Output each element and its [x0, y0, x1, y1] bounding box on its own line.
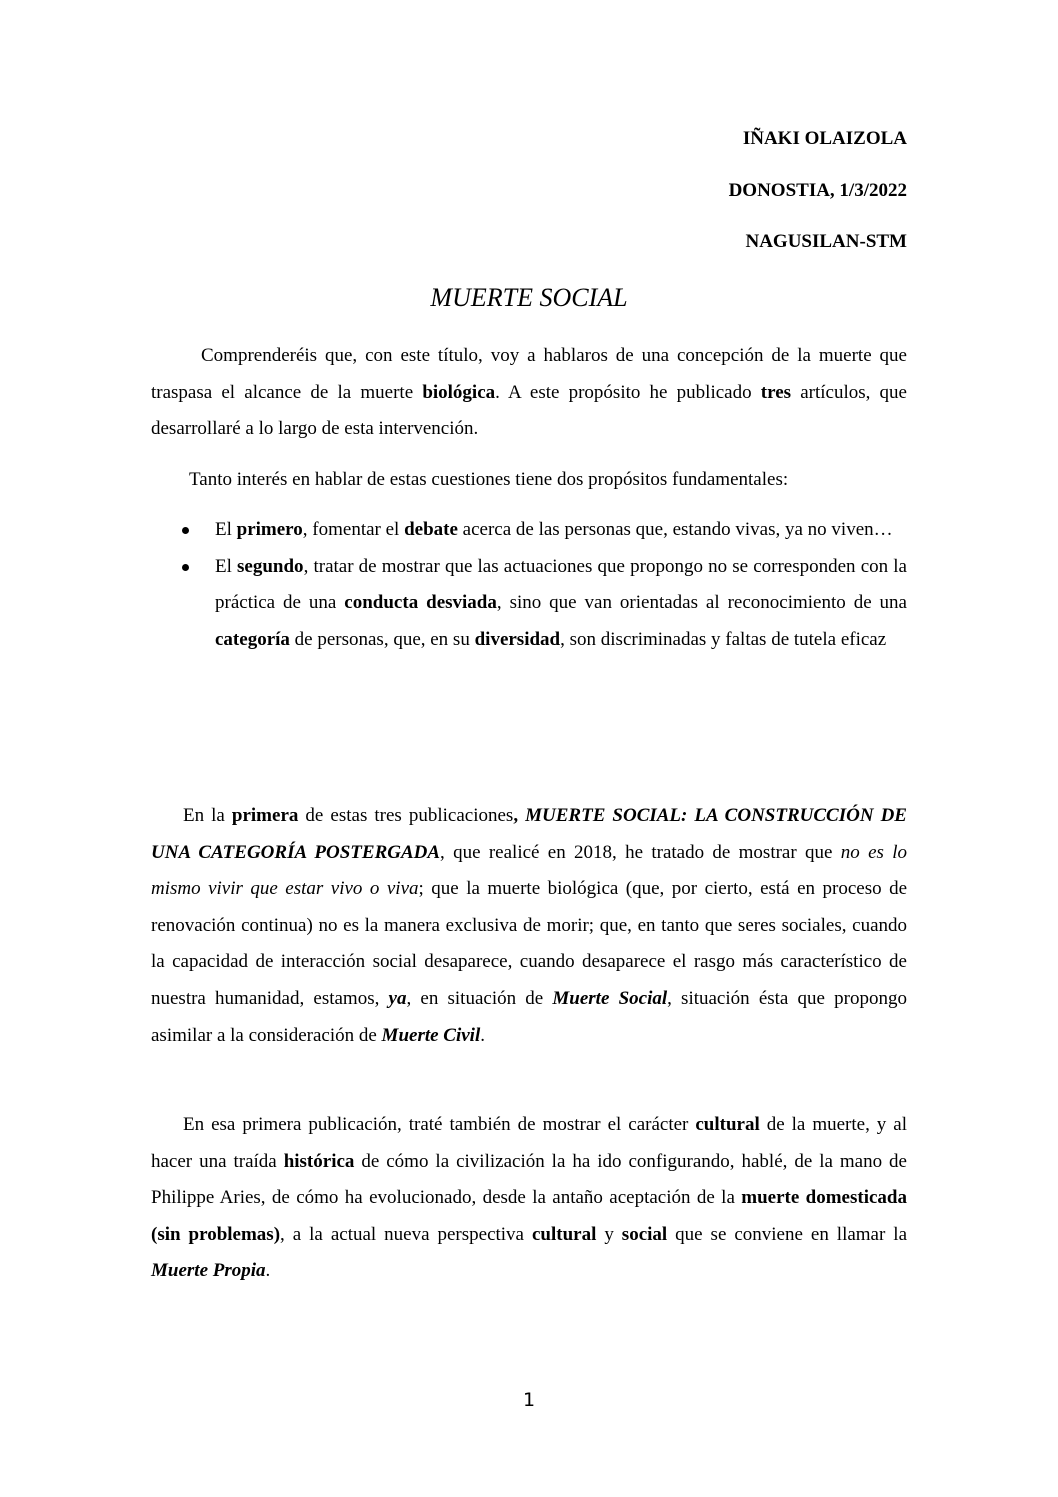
paragraph-first-publication: En la primera de estas tres publicaciones, MUERTE SOCIAL: LA CONSTRUCCIÓN DE UNA CATEGORÍA POSTERGADA, que realicé en 2018, he tratado de mostrar que no es lo mismo vivir que estar vivo o viva; que la muerte biológica (que, por cierto, está en proceso de renovación continua) no es la manera exclusiva de morir; que, en tanto que seres sociales, cuando la capacidad de interacción social desaparece, cuando desaparece el rasgo más característico de nuestra humanidad, estamos, ya, en situación de Muerte Social, situación ésta que propongo asimilar a la consideración de Muerte Civil. — [151, 805, 907, 1046]
header-organization: NAGUSILAN-STM — [745, 231, 907, 252]
paragraph-cultural-death: En esa primera publicación, traté también de mostrar el carácter cultural de la muerte, y al hacer una traída histórica de cómo la civilización la ha ido configurando, hablé, de la mano de Philippe Aries, de cómo ha evolucionado, desde la antaño aceptación de la muerte domesticada (sin problemas), a la actual nueva perspectiva cultural y social que se conviene en llamar la Muerte Propia. — [151, 1114, 908, 1282]
purposes-intro: Tanto interés en hablar de estas cuestiones tiene dos propósitos fundamentales: — [189, 469, 789, 490]
bullet-icon — [182, 564, 189, 571]
header-author: IÑAKI OLAIZOLA — [742, 128, 907, 149]
list-item: El primero, fomentar el debate acerca de las personas que, estando vivas, ya no viven… — [151, 512, 907, 549]
intro-paragraph: Comprenderéis que, con este título, voy a hablaros de una concepción de la muerte que traspasa el alcance de la muerte biológica. A este propósito he publicado tres artículos, que desarrollaré a lo largo de esta intervención. — [151, 345, 907, 440]
list-item: El segundo, tratar de mostrar que las actuaciones que propongo no se corresponden con la práctica de una conducta desviada, sino que van orientadas al reconocimiento de una categoría de personas, que, en su diversidad, son discriminadas y faltas de tutela eficaz — [151, 549, 907, 659]
document-title: MUERTE SOCIAL — [430, 283, 628, 312]
header-place-date: DONOSTIA, 1/3/2022 — [728, 180, 907, 201]
page-number: 1 — [522, 1389, 536, 1411]
purposes-list — [151, 512, 907, 658]
bullet-icon — [182, 527, 189, 534]
